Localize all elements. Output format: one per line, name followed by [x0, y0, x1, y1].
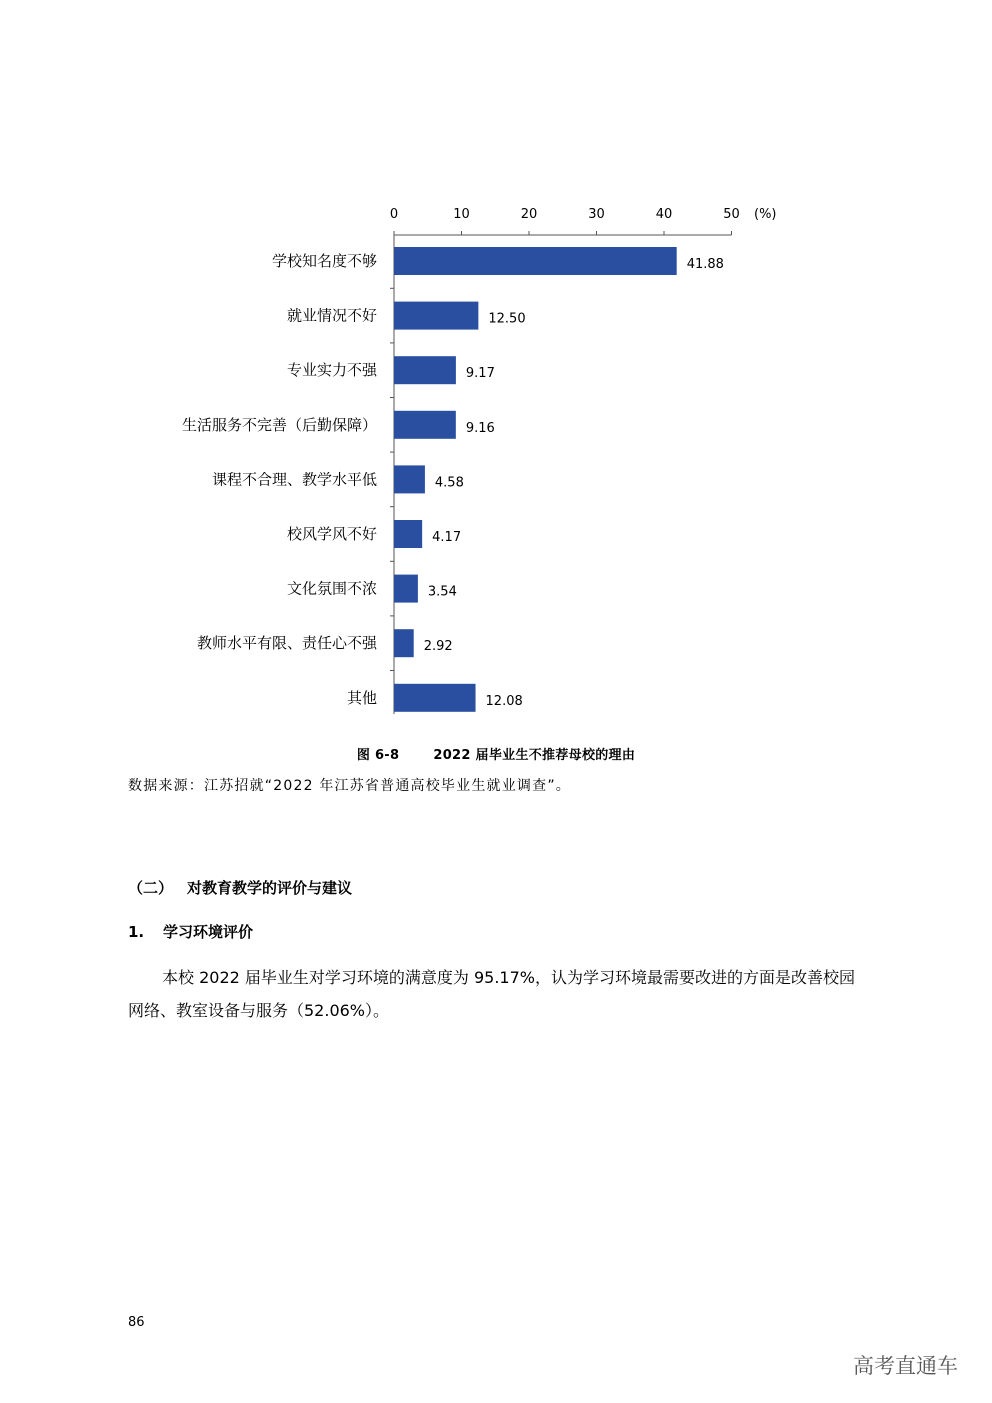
data-label: 9.16: [465, 420, 495, 436]
x-tick-label: 20: [520, 207, 538, 222]
data-label: 2.92: [423, 639, 453, 655]
section-title: 对教育教学的评价与建议: [187, 879, 353, 897]
x-tick-label: 30: [588, 207, 605, 222]
bar: [394, 465, 425, 493]
data-label: 4.17: [432, 530, 462, 545]
figure-caption: [0, 744, 992, 763]
subsection-heading: [128, 921, 253, 942]
category-label: 校风学风不好: [286, 525, 377, 543]
category-label: 学校知名度不够: [271, 252, 377, 270]
x-axis-unit: (%): [754, 207, 777, 222]
data-source-note: 数据来源：江苏招就“2022 年江苏省普通高校毕业生就业调查”。: [128, 778, 571, 794]
category-label: 专业实力不强: [286, 361, 377, 380]
data-label: 3.54: [427, 584, 457, 600]
data-label: 9.17: [465, 366, 495, 382]
x-tick-label: 50: [723, 207, 740, 222]
bar: [394, 411, 456, 439]
page-number: 86: [128, 1315, 145, 1330]
data-label: 12.50: [488, 311, 526, 327]
bar: [394, 247, 677, 275]
data-label: 41.88: [686, 257, 724, 272]
bar: [394, 684, 476, 712]
section-heading: [128, 877, 352, 898]
category-label: 生活服务不完善（后勤保障）: [181, 415, 377, 434]
category-label: 就业情况不好: [286, 306, 377, 325]
figure-title: 2022 届毕业生不推荐母校的理由: [433, 748, 636, 763]
bar: [394, 575, 418, 603]
bar: [394, 302, 478, 330]
x-tick-label: 0: [389, 207, 399, 222]
category-label: 文化氛围不浓: [286, 579, 377, 598]
body-paragraph: 本校 2022 届毕业生对学习环境的满意度为 95.17%，认为学习环境最需要改进的方面是改善校园网络、教室设备与服务（52.06%）。: [128, 968, 855, 1020]
watermark: 高考直通车: [853, 1354, 958, 1378]
x-tick-label: 10: [453, 207, 470, 222]
data-label: 4.58: [434, 475, 464, 491]
bar: [394, 356, 456, 384]
bar: [394, 629, 414, 657]
category-label: 其他: [346, 688, 377, 707]
category-label: 课程不合理、教学水平低: [211, 470, 377, 489]
section-number: （二）: [128, 879, 174, 897]
data-label: 12.08: [485, 693, 523, 709]
bar: [394, 520, 422, 548]
subsection-number: 1.: [128, 923, 145, 941]
category-label: 教师水平有限、责任心不强: [196, 634, 377, 653]
x-tick-label: 40: [655, 207, 673, 222]
figure-number: 图 6-8: [356, 748, 400, 763]
subsection-title: 学习环境评价: [163, 923, 254, 941]
